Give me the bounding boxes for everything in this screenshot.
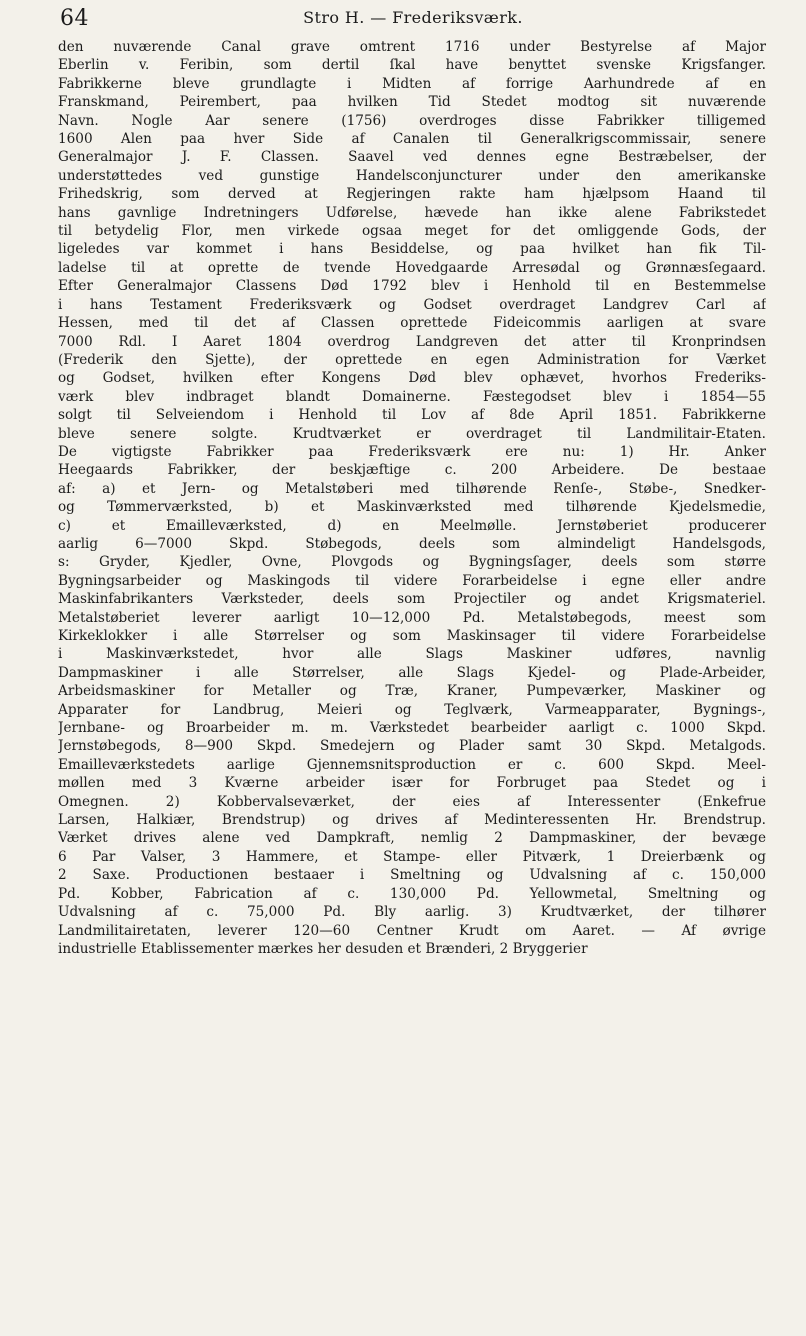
text-line: Omegnen. 2) Kobbervalseværket, der eies af Interessenter (Enkefrue bbox=[58, 793, 766, 810]
text-line: industrielle Etablissementer mærkes her desuden et Brænderi, 2 Bryggerier bbox=[58, 940, 588, 957]
text-line: (Frederik den Sjette), der oprettede en egen Administration for Værket bbox=[58, 351, 766, 368]
body-text bbox=[58, 38, 766, 958]
text-line: ladelse til at oprette de tvende Hovedgaarde Arresødal og Grønnæsſegaard. bbox=[58, 259, 766, 276]
text-line: understøttedes ved gunstige Handelsconjuncturer under den amerikanske bbox=[58, 167, 766, 184]
text-line: Kirkeklokker i alle Størrelser og som Maskinsager til videre Forarbeidelse bbox=[58, 628, 766, 644]
text-line: Arbeidsmaskiner for Metaller og Træ, Kraner, Pumpeværker, Maskiner og bbox=[58, 683, 766, 700]
text-line: c) et Emailleværksted, d) en Meelmølle. Jernstøberiet producerer bbox=[58, 517, 766, 534]
text-line: Maskinfabrikanters Værksteder, deels som Projectiler og andet Krigsmateriel. bbox=[58, 591, 766, 608]
page-number: 64 bbox=[60, 6, 89, 31]
text-line: Frihedskrig, som derved at Regjeringen rakte ham hjælpsom Haand til bbox=[58, 186, 766, 203]
text-line: Landmilitairetaten, leverer 120—60 Centner Krudt om Aaret. — Af øvrige bbox=[58, 922, 766, 939]
text-line: og Godset, hvilken efter Kongens Død blev ophævet, hvorhos Frederiks- bbox=[58, 370, 766, 387]
text-line: s: Gryder, Kjedler, Ovne, Plovgods og Bygningsſager, deels som større bbox=[58, 554, 766, 571]
text-line: Efter Generalmajor Classens Død 1792 blev i Henhold til en Bestemmelse bbox=[58, 278, 766, 295]
text-line: Heegaards Fabrikker, der beskjæftige c. 200 Arbeidere. De bestaae bbox=[58, 462, 766, 479]
text-line: Udvalsning af c. 75,000 Pd. Bly aarlig. 3) Krudtværket, der tilhører bbox=[58, 904, 766, 921]
text-line: Navn. Nogle Aar senere (1756) overdroges disse Fabrikker tilligemed bbox=[58, 112, 766, 129]
text-line: af: a) et Jern- og Metalstøberi med tilhørende Renſe-, Støbe-, Snedker- bbox=[58, 480, 766, 497]
text-line: værk blev indbraget blandt Domainerne. Fæstegodset blev i 1854—55 bbox=[58, 388, 766, 405]
text-line: i Maskinværkstedet, hvor alle Slags Maskiner udføres, navnlig bbox=[58, 646, 766, 663]
text-line: Eberlin v. Feribin, som dertil ſkal have benyttet svenske Krigsfanger. bbox=[58, 57, 766, 74]
text-line: møllen med 3 Kværne arbeider især for Forbruget paa Stedet og i bbox=[58, 775, 766, 792]
text-line: Fabrikkerne bleve grundlagte i Midten af forrige Aarhundrede af en bbox=[58, 75, 766, 92]
text-line: 7000 Rdl. I Aaret 1804 overdrog Landgreven det atter til Kronprindsen bbox=[58, 333, 766, 350]
text-line: til betydelig Flor, men virkede ogsaa meget for det omliggende Gods, der bbox=[58, 223, 766, 240]
text-line: 6 Par Valser, 3 Hammere, et Stampe- eller Pitværk, 1 Dreierbænk og bbox=[58, 848, 766, 865]
text-line: Emailleværkstedets aarlige Gjennemsnitsproduction er c. 600 Skpd. Meel- bbox=[58, 756, 766, 773]
text-line: Metalstøberiet leverer aarligt 10—12,000 Pd. Metalstøbegods, meest som bbox=[58, 609, 766, 626]
text-line: Dampmaskiner i alle Størrelser, alle Slags Kjedel- og Plade-Arbeider, bbox=[58, 664, 766, 681]
text-line: Pd. Kobber, Fabrication af c. 130,000 Pd. Yellowmetal, Smeltning og bbox=[58, 885, 766, 902]
text-line: ligeledes var kommet i hans Besiddelse, og paa hvilket han fik Til- bbox=[58, 241, 766, 258]
text-line: i hans Testament Frederiksværk og Godset overdraget Landgrev Carl af bbox=[58, 296, 766, 313]
text-line: 1600 Alen paa hver Side af Canalen til Generalkrigscommissair, senere bbox=[58, 131, 766, 148]
running-head: Stro H. — Frederiksværk. bbox=[303, 8, 523, 27]
text-line: Bygningsarbeider og Maskingods til videre Forarbeidelse i egne eller andre bbox=[58, 572, 766, 589]
text-line: Værket drives alene ved Dampkraft, nemlig 2 Dampmaskiner, der bevæge bbox=[58, 830, 766, 847]
text-line: den nuværende Canal grave omtrent 1716 under Bestyrelse af Major bbox=[58, 39, 766, 55]
text-line: De vigtigste Fabrikker paa Frederiksværk ere nu: 1) Hr. Anker bbox=[58, 443, 766, 460]
text-line: aarlig 6—7000 Skpd. Støbegods, deels som almindeligt Handelsgods, bbox=[58, 535, 766, 552]
text-line: Franskmand, Peirembert, paa hvilken Tid Stedet modtog sit nuværende bbox=[58, 94, 766, 111]
text-line: bleve senere solgte. Krudtværket er overdraget til Landmilitair-Etaten. bbox=[58, 425, 766, 442]
text-line: Jernbane- og Broarbeider m. m. Værkstedet bearbeider aarligt c. 1000 Skpd. bbox=[58, 720, 766, 737]
text-line: hans gavnlige Indretningers Udførelse, hævede han ikke alene Fabrikstedet bbox=[58, 204, 766, 221]
text-line: solgt til Selveiendom i Henhold til Lov af 8de April 1851. Fabrikkerne bbox=[58, 407, 766, 424]
text-line: og Tømmerværksted, b) et Maskinværksted med tilhørende Kjedelsmedie, bbox=[58, 499, 766, 516]
text-line: Larsen, Halkiær, Brendstrup) og drives af Medinteressenten Hr. Brendstrup. bbox=[58, 812, 766, 829]
page-header bbox=[60, 6, 766, 36]
text-line: 2 Saxe. Productionen bestaaer i Smeltning og Udvalsning af c. 150,000 bbox=[58, 867, 766, 884]
text-line: Generalmajor J. F. Classen. Saavel ved dennes egne Bestræbelser, der bbox=[58, 149, 766, 166]
text-line: Jernstøbegods, 8—900 Skpd. Smedejern og Plader samt 30 Skpd. Metalgods. bbox=[58, 738, 766, 755]
text-line: Hessen, med til det af Classen oprettede Fideicommis aarligen at svare bbox=[58, 315, 766, 332]
text-line: Apparater for Landbrug, Meieri og Teglværk, Varmeapparater, Bygnings-, bbox=[58, 701, 766, 718]
